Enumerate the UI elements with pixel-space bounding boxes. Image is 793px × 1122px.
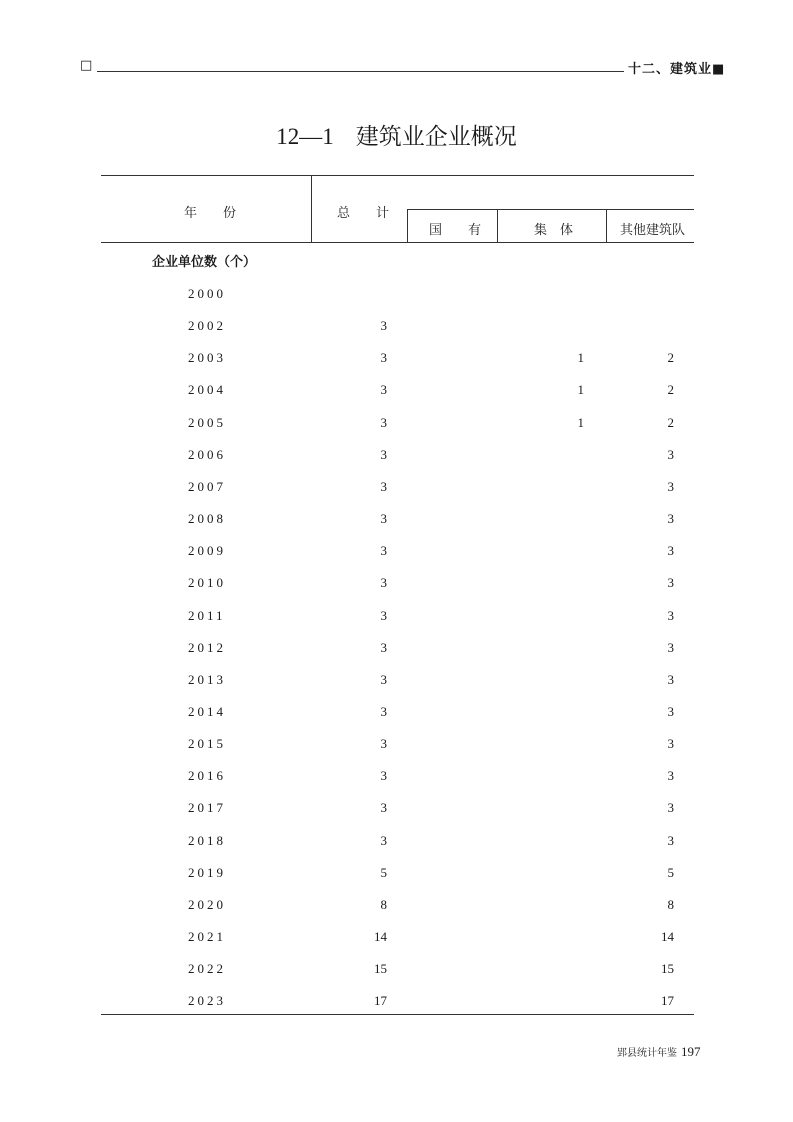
row-year: 2018 (188, 832, 226, 848)
row-other: 2 (667, 350, 674, 366)
row-other: 3 (667, 639, 674, 655)
row-total: 3 (380, 607, 387, 623)
table-row (0, 511, 793, 531)
table-row (0, 897, 793, 917)
row-year: 2002 (188, 318, 226, 334)
row-total: 3 (380, 800, 387, 816)
row-collective: 1 (577, 414, 584, 430)
col-header-collective: 集 体 (534, 223, 574, 238)
row-year: 2023 (188, 993, 226, 1009)
row-year: 2010 (188, 575, 226, 591)
row-year: 2000 (188, 286, 226, 301)
table-row (0, 865, 793, 885)
row-collective: 1 (577, 382, 584, 398)
table-row (0, 415, 793, 435)
row-total: 3 (380, 543, 387, 559)
row-other: 3 (667, 543, 674, 559)
row-total: 15 (374, 961, 387, 977)
table-row (0, 575, 793, 595)
row-total: 3 (380, 478, 387, 494)
row-other: 14 (661, 929, 674, 944)
col-divider-year (311, 175, 312, 242)
table-row (0, 929, 793, 949)
footer-book-title: 郢县统计年鉴 (617, 1048, 677, 1059)
row-year: 2015 (188, 736, 226, 752)
row-collective: 1 (577, 350, 584, 366)
row-total: 3 (380, 832, 387, 848)
table-row (0, 640, 793, 660)
table-row (0, 800, 793, 820)
table-row (0, 350, 793, 370)
col-header-year: 年 份 (184, 206, 237, 221)
row-other: 3 (667, 671, 674, 687)
row-other: 3 (667, 768, 674, 784)
col-header-state: 国 有 (429, 223, 482, 238)
row-year: 2022 (188, 961, 226, 977)
row-year: 2019 (188, 864, 226, 880)
row-total: 3 (380, 350, 387, 366)
col-divider-total (407, 209, 408, 242)
row-total: 3 (380, 382, 387, 398)
row-total: 3 (380, 736, 387, 752)
table-row (0, 961, 793, 981)
table-row (0, 704, 793, 724)
row-year: 2011 (188, 607, 226, 623)
page-number: 197 (681, 1044, 701, 1059)
table-row (0, 447, 793, 467)
row-year: 2003 (188, 350, 226, 366)
row-year: 2004 (188, 382, 226, 398)
row-total: 3 (380, 414, 387, 430)
page-footer (617, 1044, 701, 1060)
row-other: 3 (667, 800, 674, 816)
table-row (0, 833, 793, 853)
row-total: 3 (380, 511, 387, 527)
col-divider-collective (606, 209, 607, 242)
table-row (0, 318, 793, 338)
row-year: 2014 (188, 703, 226, 719)
header-bottom-rule (101, 242, 694, 243)
page-title (0, 118, 793, 151)
row-total: 14 (374, 929, 387, 944)
row-other: 8 (667, 896, 674, 912)
table-row (0, 672, 793, 692)
col-header-other: 其他建筑队 (620, 223, 686, 238)
row-other: 3 (667, 446, 674, 462)
table-row (0, 286, 793, 306)
row-other: 17 (661, 993, 674, 1009)
row-year: 2007 (188, 478, 226, 494)
row-other: 3 (667, 511, 674, 527)
row-year: 2008 (188, 511, 226, 527)
table-top-rule (101, 175, 694, 176)
row-other: 15 (661, 961, 674, 977)
row-total: 3 (380, 768, 387, 784)
table-row (0, 768, 793, 788)
row-other: 2 (667, 382, 674, 398)
table-title: 建筑业企业概况 (355, 124, 517, 150)
row-total: 5 (380, 864, 387, 880)
section-header: 十二、建筑业■ (628, 62, 726, 77)
section-label: 企业单位数（个） (152, 255, 257, 270)
row-total: 17 (374, 993, 387, 1009)
row-year: 2016 (188, 768, 226, 784)
row-other: 3 (667, 575, 674, 591)
row-other: 3 (667, 607, 674, 623)
row-other: 2 (667, 414, 674, 430)
row-other: 3 (667, 832, 674, 848)
row-total: 3 (380, 703, 387, 719)
row-total: 8 (380, 896, 387, 912)
row-year: 2012 (188, 639, 226, 655)
row-total: 3 (380, 446, 387, 462)
header-box-icon: □ (80, 58, 93, 73)
row-year: 2009 (188, 543, 226, 559)
table-bottom-rule (101, 1014, 694, 1015)
table-row (0, 479, 793, 499)
col-divider-state (497, 209, 498, 242)
row-total: 3 (380, 575, 387, 591)
col-header-total: 总 计 (337, 206, 390, 221)
row-other: 5 (667, 864, 674, 880)
row-other: 3 (667, 736, 674, 752)
table-row (0, 993, 793, 1013)
row-total: 3 (380, 639, 387, 655)
row-year: 2013 (188, 671, 226, 687)
table-row (0, 543, 793, 563)
row-total: 3 (380, 318, 387, 334)
row-other: 3 (667, 478, 674, 494)
subheader-rule (407, 209, 694, 210)
row-year: 2006 (188, 446, 226, 462)
table-row (0, 608, 793, 628)
row-total: 3 (380, 671, 387, 687)
row-year: 2017 (188, 800, 226, 816)
table-row (0, 382, 793, 402)
row-year: 2005 (188, 414, 226, 430)
row-year: 2020 (188, 896, 226, 912)
header-rule (97, 71, 624, 72)
table-number: 12—1 (276, 124, 334, 149)
table-row (0, 736, 793, 756)
row-other: 3 (667, 703, 674, 719)
row-year: 2021 (188, 929, 226, 944)
